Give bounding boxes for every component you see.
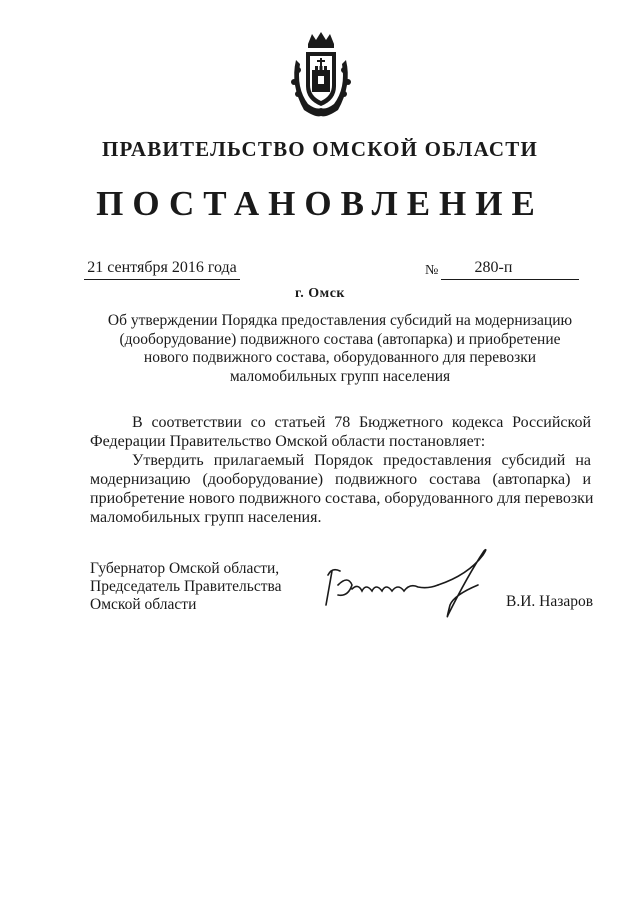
government-title: ПРАВИТЕЛЬСТВО ОМСКОЙ ОБЛАСТИ bbox=[101, 137, 538, 161]
subject-line: маломобильных групп населения bbox=[229, 367, 451, 385]
document-number-field bbox=[441, 259, 579, 280]
subject-line: Об утверждении Порядка предоставления субсидий на модернизацию bbox=[107, 312, 573, 329]
handwritten-signature bbox=[318, 545, 498, 625]
document-date-field bbox=[84, 259, 240, 280]
signatory-title-line: Омской области bbox=[90, 596, 197, 613]
coat-of-arms-icon bbox=[286, 30, 356, 120]
signer-name: В.И. Назаров bbox=[506, 593, 594, 610]
signatory-title-line: Губернатор Омской области, bbox=[90, 560, 280, 577]
subject-line: (дооборудование) подвижного состава (автопарка) и приобретение bbox=[119, 330, 561, 348]
body-line: В соответствии со статьей 78 Бюджетного кодекса Российской bbox=[132, 414, 591, 431]
body-line: приобретение нового подвижного состава, оборудованного для перевозки bbox=[90, 490, 594, 507]
subject-line: нового подвижного состава, оборудованного для перевозки bbox=[143, 349, 537, 366]
signatory-title bbox=[90, 560, 282, 614]
body-line: модернизацию (дооборудование) подвижного состава (автопарка) и bbox=[90, 471, 591, 488]
number-sign: № bbox=[425, 263, 439, 278]
city-label: г. Омск bbox=[295, 286, 345, 301]
signatory-title-line: Председатель Правительства bbox=[90, 578, 282, 595]
document-subject bbox=[90, 312, 590, 386]
body-line: Утвердить прилагаемый Порядок предоставления субсидий на bbox=[132, 452, 591, 469]
document-type-title: ПОСТАНОВЛЕНИЕ bbox=[96, 184, 544, 223]
body-line: Федерации Правительство Омской области постановляет: bbox=[90, 433, 486, 450]
document-date: 21 сентября 2016 года bbox=[87, 259, 237, 276]
document-number: 280-п bbox=[474, 259, 513, 276]
body-line: маломобильных групп населения. bbox=[90, 509, 322, 526]
